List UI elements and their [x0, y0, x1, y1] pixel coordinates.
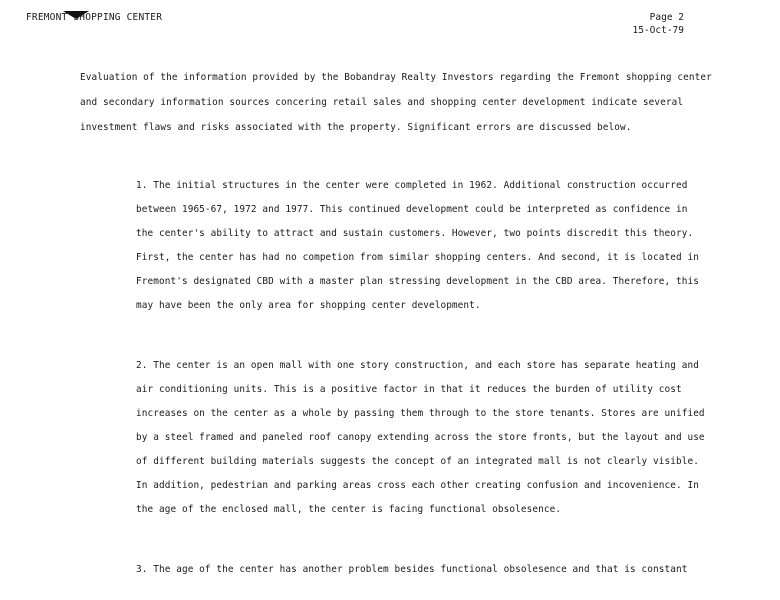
point-2-line: 2. The center is an open mall with one story construction, and each store has separate heating and	[136, 360, 699, 371]
point-1-line: the center's ability to attract and sustain customers. However, two points discredit this theory.	[136, 228, 694, 239]
point-2-line: air conditioning units. This is a positive factor in that it reduces the burden of utility cost	[136, 384, 682, 395]
redaction-mark	[63, 11, 89, 19]
point-2-line: In addition, pedestrian and parking areas cross each other creating confusion and incovenience. In	[136, 480, 699, 491]
point-2-line: increases on the center as a whole by passing them through to the store tenants. Stores are unified	[136, 408, 705, 419]
intro-line: and secondary information sources concering retail sales and shopping center development indicate several	[80, 97, 684, 108]
document-title: FREMONT SHOPPING CENTER	[26, 12, 163, 23]
point-1-line: First, the center has had no competion from similar shopping centers. And second, it is located in	[136, 252, 699, 263]
point-1-line: may have been the only area for shopping center development.	[136, 300, 481, 311]
document-date: 15-Oct-79	[632, 25, 684, 36]
point-1-line: 1. The initial structures in the center were completed in 1962. Additional construction occurred	[136, 180, 688, 191]
point-2-line: the age of the enclosed mall, the center is facing functional obsolesence.	[136, 504, 562, 515]
page-header-right	[633, 11, 684, 37]
page-number: Page 2	[649, 12, 684, 23]
point-3-line: 3. The age of the center has another problem besides functional obsolesence and that is constant	[136, 564, 688, 575]
intro-line: Evaluation of the information provided by the Bobandray Realty Investors regarding the Fremont shopping center	[80, 72, 712, 83]
point-2-line: by a steel framed and paneled roof canopy extending across the store fronts, but the layout and use	[136, 432, 705, 443]
point-2-line: of different building materials suggests the concept of an integrated mall is not clearly visible.	[136, 456, 699, 467]
intro-line: investment flaws and risks associated with the property. Significant errors are discussed below.	[80, 122, 632, 133]
point-1-line: Fremont's designated CBD with a master plan stressing development in the CBD area. Therefore, this	[136, 276, 699, 287]
point-1-line: between 1965-67, 1972 and 1977. This continued development could be interpreted as confidence in	[136, 204, 688, 215]
